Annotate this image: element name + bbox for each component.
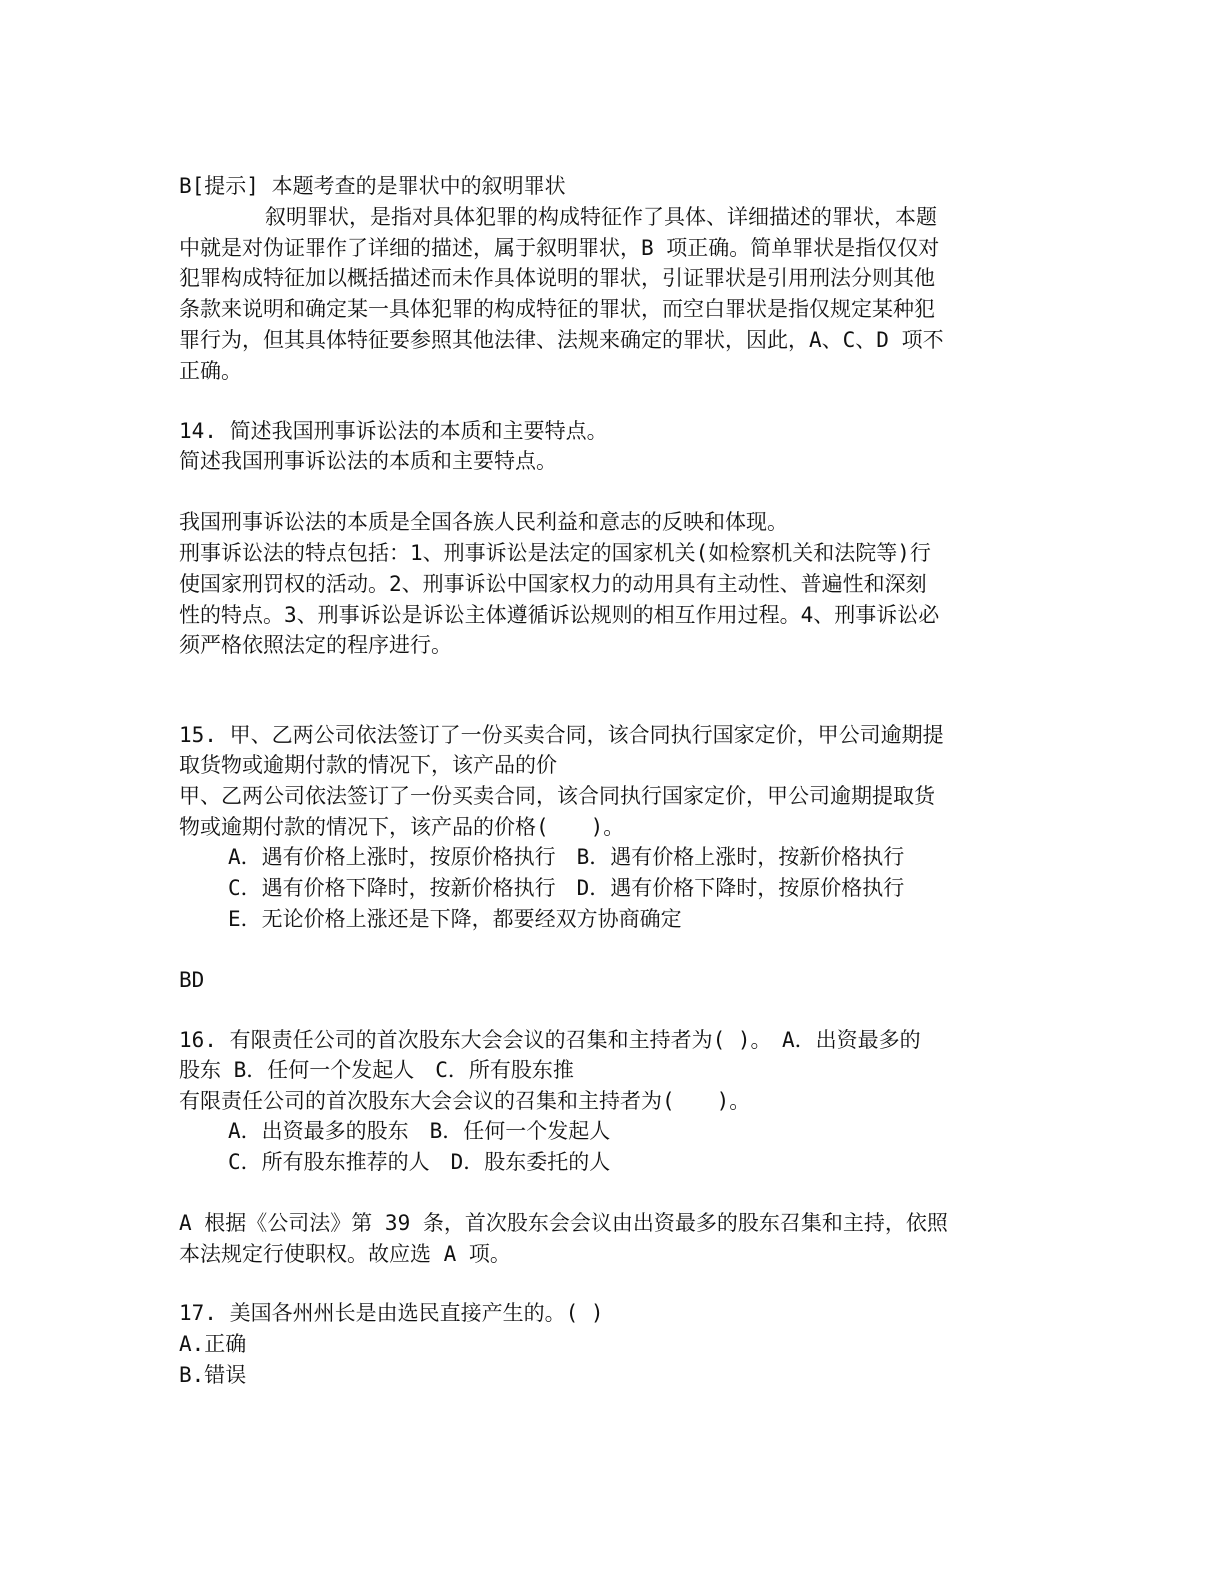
paragraph-line: 正确。 [179, 359, 242, 383]
question-stem: 简述我国刑事诉讼法的本质和主要特点。 [179, 449, 557, 473]
paragraph-line: 中就是对伪证罪作了详细的描述，属于叙明罪状，B 项正确。简单罪状是指仅仅对 [179, 236, 940, 260]
paragraph-line: 条款来说明和确定某一具体犯罪的构成特征的罪状，而空白罪状是指仅规定某种犯 [179, 297, 935, 321]
question-title: 股东 B．任何一个发起人 C．所有股东推 [179, 1058, 574, 1082]
answer-hint-line: B[提示] 本题考查的是罪状中的叙明罪状 [179, 174, 566, 198]
answer-line: 本法规定行使职权。故应选 A 项。 [179, 1242, 511, 1266]
paragraph-line: 罪行为，但其具体特征要参照其他法律、法规来确定的罪状，因此，A、C、D 项不 [179, 328, 944, 352]
question-title: 14. 简述我国刑事诉讼法的本质和主要特点。 [179, 419, 608, 443]
answer-line: 性的特点。3、刑事诉讼是诉讼主体遵循诉讼规则的相互作用过程。4、刑事诉讼必 [179, 603, 940, 627]
option-line: B.错误 [179, 1363, 247, 1387]
answer-line: A 根据《公司法》第 39 条，首次股东会会议由出资最多的股东召集和主持，依照 [179, 1211, 948, 1235]
question-title: 15. 甲、乙两公司依法签订了一份买卖合同，该合同执行国家定价，甲公司逾期提 [179, 723, 944, 747]
question-title: 取货物或逾期付款的情况下，该产品的价 [179, 753, 557, 777]
paragraph-line: 犯罪构成特征加以概括描述而未作具体说明的罪状，引证罪状是引用刑法分则其他 [179, 266, 935, 290]
option-line: A．出资最多的股东 B．任何一个发起人 [228, 1119, 611, 1143]
answer-line: 使国家刑罚权的活动。2、刑事诉讼中国家权力的动用具有主动性、普遍性和深刻 [179, 572, 927, 596]
option-line: A.正确 [179, 1332, 247, 1356]
option-line: C．所有股东推荐的人 D．股东委托的人 [228, 1150, 611, 1174]
paragraph-line: 叙明罪状，是指对具体犯罪的构成特征作了具体、详细描述的罪状，本题 [265, 205, 937, 229]
question-stem: 物或逾期付款的情况下，该产品的价格( )。 [179, 815, 625, 839]
answer-line: 我国刑事诉讼法的本质是全国各族人民利益和意志的反映和体现。 [179, 510, 788, 534]
question-stem: 有限责任公司的首次股东大会会议的召集和主持者为( )。 [179, 1089, 751, 1113]
answer-line: BD [179, 968, 205, 992]
answer-line: 须严格依照法定的程序进行。 [179, 633, 452, 657]
answer-line: 刑事诉讼法的特点包括：1、刑事诉讼是法定的国家机关(如检察机关和法院等)行 [179, 541, 931, 565]
option-line: C．遇有价格下降时，按新价格执行 D．遇有价格下降时，按原价格执行 [228, 876, 905, 900]
option-line: E．无论价格上涨还是下降，都要经双方协商确定 [228, 907, 682, 931]
question-title: 16. 有限责任公司的首次股东大会会议的召集和主持者为( )。 A．出资最多的 [179, 1028, 921, 1052]
question-stem: 甲、乙两公司依法签订了一份买卖合同，该合同执行国家定价，甲公司逾期提取货 [179, 784, 935, 808]
question-title: 17. 美国各州州长是由选民直接产生的。( ) [179, 1301, 604, 1325]
option-line: A．遇有价格上涨时，按原价格执行 B．遇有价格上涨时，按新价格执行 [228, 845, 905, 869]
